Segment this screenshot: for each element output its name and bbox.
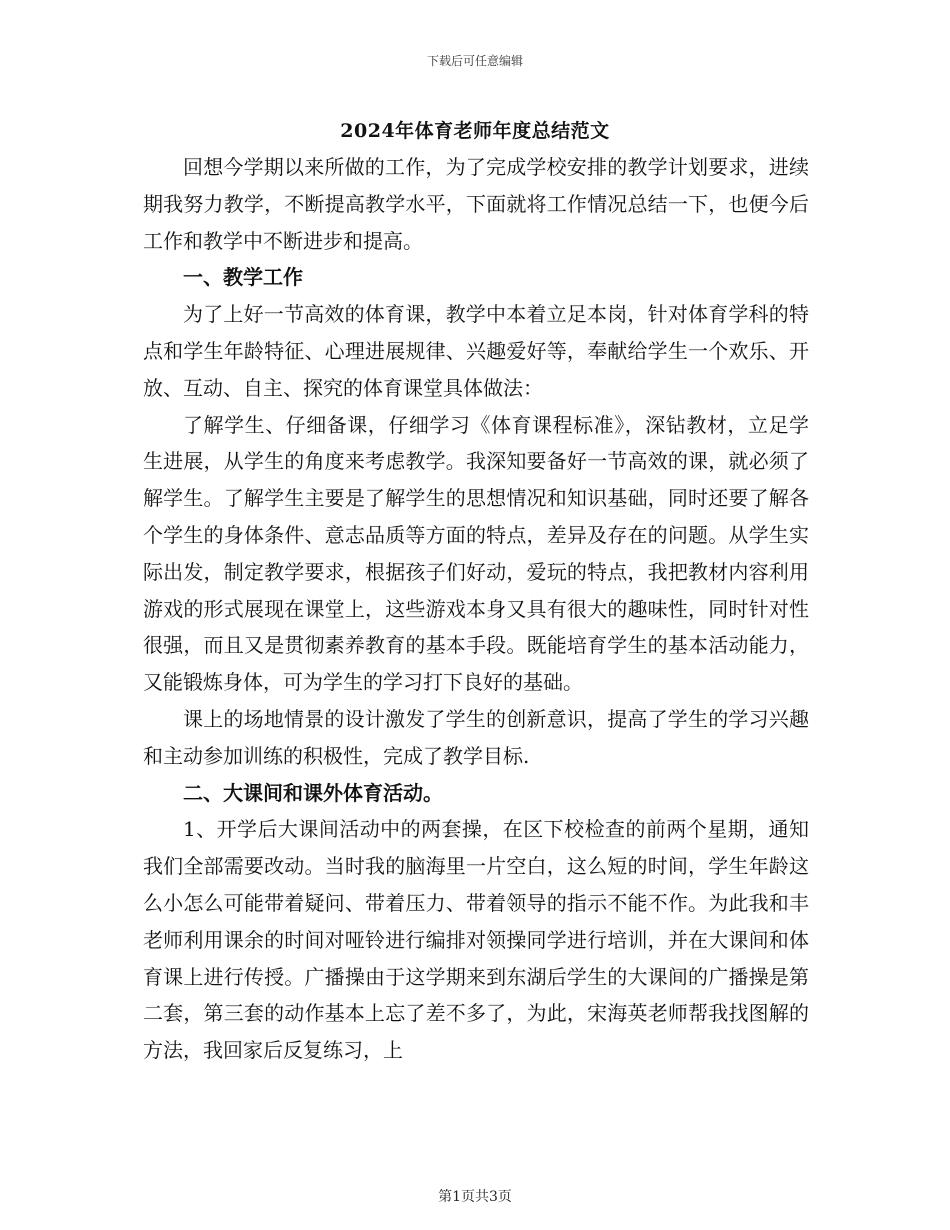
section-heading-teaching: 一、教学工作 [183,265,303,290]
intro-paragraph: 回想今学期以来所做的工作，为了完成学校安排的教学计划要求，进续期我努力教学，不断提高教学水平，下面就将工作情况总结一下，也便今后工作和教学中不断进步和提高。 [143,155,809,253]
body-paragraph: 1、开学后大课间活动中的两套操，在区下校检查的前两个星期，通知我们全部需要改动。当时我的脑海里一片空白，这么短的时间，学生年龄这么小怎么可能带着疑问、带着压力、带着领导的指示不能不作。为此我和丰老师利用课余的时间对哑铃进行编排对领操同学进行培训，并在大课间和体育课上进行传授。广播操由于这学期来到东湖后学生的大课间的广播操是第二套，第三套的动作基本上忘了差不多了，为此，宋海英老师帮我找图解的方法，我回家后反复练习，上 [143,817,809,1063]
header-note: 下载后可任意编辑 [426,54,523,68]
body-paragraph: 为了上好一节高效的体育课，教学中本着立足本岗，针对体育学科的特点和学生年龄特征、心理进展规律、兴趣爱好等，奉献给学生一个欢乐、开放、互动、自主、探究的体育课堂具体做法： [143,302,809,400]
body-paragraph: 了解学生、仔细备课，仔细学习《体育课程标准》，深钻教材，立足学生进展，从学生的角度来考虑教学。我深知要备好一节高效的课，就必须了解学生。了解学生主要是了解学生的思想情况和知识基础，同时还要了解各个学生的身体条件、意志品质等方面的特点，差异及存在的问题。从学生实际出发，制定教学要求，根据孩子们好动，爱玩的特点，我把教材内容利用游戏的形式展现在课堂上，这些游戏本身又具有很大的趣味性，同时针对性很强，而且又是贯彻素养教育的基本手段。既能培育学生的基本活动能力，又能锻炼身体，可为学生的学习打下良好的基础。 [143,412,809,695]
section-heading-activities: 二、大课间和课外体育活动。 [183,780,443,805]
document-title: 2024年体育老师年度总结范文 [340,120,610,142]
document-body [143,149,809,1069]
page-number: 第1页共3页 [438,1189,512,1205]
body-paragraph: 课上的场地情景的设计激发了学生的创新意识，提高了学生的学习兴趣和主动参加训练的积极性，完成了教学目标. [143,706,809,768]
